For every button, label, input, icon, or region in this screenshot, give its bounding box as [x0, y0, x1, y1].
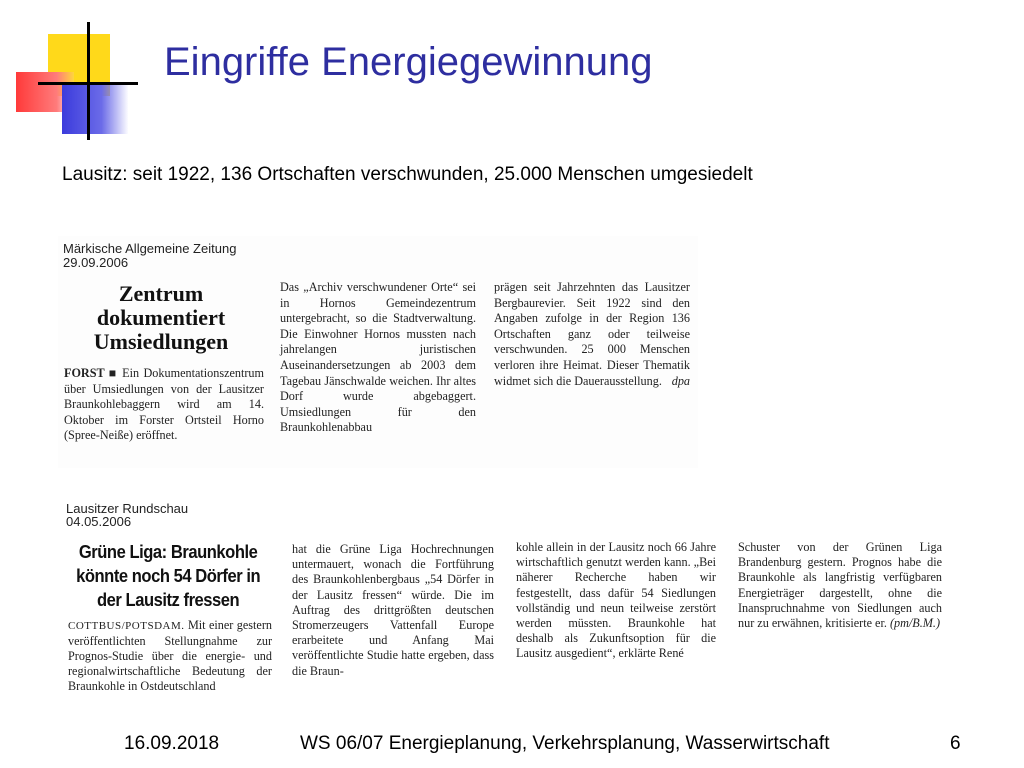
clipping-date: 29.09.2006	[63, 255, 129, 270]
clipping-source: Märkische Allgemeine Zeitung	[63, 241, 237, 256]
newspaper-clipping-2	[58, 500, 958, 720]
slide-title: Eingriffe Energiegewinnung	[164, 40, 653, 84]
logo-vertical-line	[87, 22, 90, 140]
clipping-dateline: FORST ■	[64, 366, 118, 380]
clipping-column-3: prägen seit Jahrzehnten das Lausitzer Bergbaurevier. Seit 1922 sind den Angaben zufolge in der Region 136 Ortschaften ganz oder teilweise verschwunden. 25 000 Menschen verloren ihre Heimat. Dieser Thematik widmet sich die Dauerausstellung. dpa	[494, 280, 690, 388]
clipping-column-3: kohle allein in der Lausitz noch 66 Jahre wirtschaftlich genutzt werden kann. „Bei näherer Recherche haben wir festgestellt, dass dafür 54 Siedlungen vollständig und neun teilweise zerstört werden müssten. Braunkohle hat deshalb als Zukunftsoption für die Lausitz ausgedient“, erklärte René	[516, 540, 717, 661]
clipping-headline: Grüne Liga: Braunkohle könnte noch 54 Dörfer in der Lausitz fressen	[76, 542, 261, 610]
clipping-dateline: COTTBUS/POTSDAM.	[68, 620, 185, 632]
logo-horizontal-line	[38, 82, 138, 85]
clipping-source: Lausitzer Rundschau	[66, 501, 189, 516]
footer-page-number: 6	[950, 733, 961, 754]
clipping-column-2: Das „Archiv verschwundener Orte“ sei in Hornos Gemeindezentrum untergebracht, so die Stadtverwaltung. Die Einwohner Hornos mussten nach jahrelangen juristischen Auseinandersetzungen ab 2003 dem Tagebau Jänschwalde weichen. Ihr altes Dorf wurde abgebaggert. Umsiedlungen für den Braunkohlenabbau	[280, 280, 476, 435]
clipping-credit: dpa	[671, 373, 690, 388]
footer-course: WS 06/07 Energieplanung, Verkehrsplanung, Wasserwirtschaft	[300, 733, 830, 754]
clipping-column-1: COTTBUS/POTSDAM. Mit einer gestern veröffentlichten Stellungnahme zur Prognos-Studie über die energie- und regionalwirtschaftliche Bedeutung der Braunkohle in Ostdeutschland	[68, 618, 272, 693]
clipping-column-2: hat die Grüne Liga Hochrechnungen untermauert, wonach die Fortführung des Braunkohlenbergbaus „54 Dörfer in der Lausitz fressen“ würde. Die im Auftrag des drittgrößten deutschen Stromerzeugers Vattenfall Europe erarbeitete und Anfang Mai veröffentlichte Studie hatte ergeben, dass die Braun-	[292, 542, 494, 678]
slide-subtitle: Lausitz: seit 1922, 136 Ortschaften verschwunden, 25.000 Menschen umgesiedelt	[62, 164, 753, 185]
footer-date: 16.09.2018	[124, 733, 220, 754]
newspaper-clipping-1	[58, 236, 698, 468]
logo-blue-square	[62, 82, 128, 134]
clipping-column-1: FORST ■ Ein Dokumentationszentrum über Umsiedlungen von der Lausitzer Braunkohlebaggern wird am 14. Oktober im Forster Ortsteil Horno (Spree-Neiße) eröffnet.	[64, 366, 265, 443]
clipping-date: 04.05.2006	[66, 514, 132, 529]
clipping-column-4: Schuster von der Grünen Liga Brandenburg gestern. Prognos habe die Braunkohle als langfristig verfügbaren Energieträger dargestellt, ohne die Inanspruchnahme von Siedlungen auch nur zu erwähnen, kritisierte er. (pm/B.M.)	[738, 540, 942, 631]
clipping-credit: (pm/B.M.)	[889, 616, 941, 631]
clipping-headline: Zentrum dokumentiert Umsiedlungen	[93, 281, 229, 354]
